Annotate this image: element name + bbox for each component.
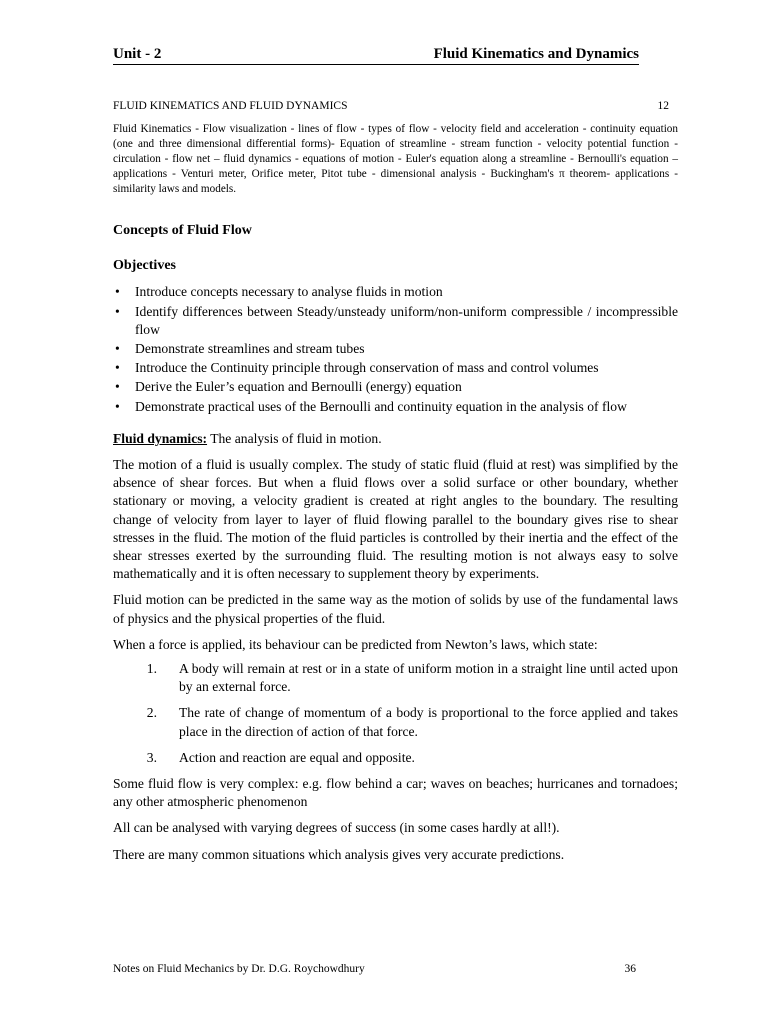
- law-text: A body will remain at rest or in a state of uniform motion in a straight line until acted upon by an external force.: [179, 661, 678, 695]
- fluid-dynamics-term: Fluid dynamics:: [113, 430, 208, 446]
- newton-laws-list: [113, 660, 678, 767]
- objectives-heading: Objectives: [113, 258, 176, 274]
- list-item: • Demonstrate streamlines and stream tubes: [113, 340, 678, 358]
- list-item: • Identify differences between Steady/unsteady uniform/non-uniform compressible / incompressible flow: [113, 303, 678, 339]
- header-title: Fluid Kinematics and Dynamics: [433, 46, 639, 62]
- paragraph-analysis: All can be analysed with varying degrees of success (in some cases hardly at all!).: [113, 820, 560, 836]
- paragraph-predictions: There are many common situations which analysis gives very accurate predictions.: [113, 846, 565, 862]
- law-number: 1.: [146, 661, 157, 677]
- main-content: [113, 222, 678, 864]
- syllabus-heading-row: [113, 100, 669, 112]
- paragraph-complex-flow: Some fluid flow is very complex: e.g. flow behind a car; waves on beaches; hurricanes and tornadoes; any other atmospheric phenomenon: [113, 776, 678, 810]
- list-item: • Introduce the Continuity principle through conservation of mass and control volumes: [113, 359, 678, 377]
- syllabus-hours: 12: [657, 100, 669, 112]
- page-header: [113, 46, 639, 65]
- law-text: The rate of change of momentum of a body is proportional to the force applied and takes place in the direction of action of that force.: [179, 705, 678, 739]
- fluid-dynamics-definition: [113, 430, 678, 448]
- paragraph-newton-intro: When a force is applied, its behaviour can be predicted from Newton’s laws, which state:: [113, 636, 598, 652]
- footer-credit: Notes on Fluid Mechanics by Dr. D.G. Roychowdhury: [113, 963, 365, 975]
- list-item: • Derive the Euler’s equation and Bernoulli (energy) equation: [113, 378, 678, 396]
- list-item: [113, 660, 678, 696]
- page-footer: [113, 963, 636, 975]
- fluid-dynamics-text: The analysis of fluid in motion.: [207, 430, 382, 446]
- law-text: Action and reaction are equal and opposite.: [179, 749, 415, 765]
- syllabus-heading: FLUID KINEMATICS AND FLUID DYNAMICS: [113, 100, 348, 112]
- law-number: 2.: [146, 705, 157, 721]
- list-item: [113, 749, 678, 767]
- law-number: 3.: [146, 749, 157, 765]
- list-item: [113, 704, 678, 740]
- syllabus-text: Fluid Kinematics - Flow visualization - lines of flow - types of flow - velocity field and acceleration - continuity equation (one and three dimensional differential forms)- Equation of streamline - stream function - velocity potential function - circulation - flow net – fluid dynamics - equations of motion - Euler's equation along a streamline - Bernoulli's equation – applications - Venturi meter, Orifice meter, Pitot tube - dimensional analysis - Buckingham's π theorem- applications - similarity laws and models.: [113, 123, 678, 195]
- paragraph-motion: The motion of a fluid is usually complex. The study of static fluid (fluid at rest) was simplified by the absence of shear forces. But when a fluid flows over a solid surface or other boundary, whether stationary or moving, a velocity gradient is created at right angles to the boundary. The resulting change of velocity from layer to layer of fluid flowing parallel to the boundary gives rise to shear stresses in the fluid. The motion of the fluid particles is controlled by their inertia and the effect of the shear stresses exerted by the surrounding fluid. The resulting motion is not always easy to solve mathematically and it is often necessary to supplement theory by experiments.: [113, 457, 678, 582]
- list-item: • Demonstrate practical uses of the Bernoulli and continuity equation in the analysis of flow: [113, 398, 678, 416]
- concepts-heading: Concepts of Fluid Flow: [113, 223, 252, 238]
- header-unit: Unit - 2: [113, 46, 162, 62]
- objectives-list: [113, 283, 678, 415]
- paragraph-prediction: Fluid motion can be predicted in the same way as the motion of solids by use of the fundamental laws of physics and the physical properties of the fluid.: [113, 592, 678, 626]
- list-item: • Introduce concepts necessary to analyse fluids in motion: [113, 283, 678, 301]
- page-number: 36: [624, 963, 636, 975]
